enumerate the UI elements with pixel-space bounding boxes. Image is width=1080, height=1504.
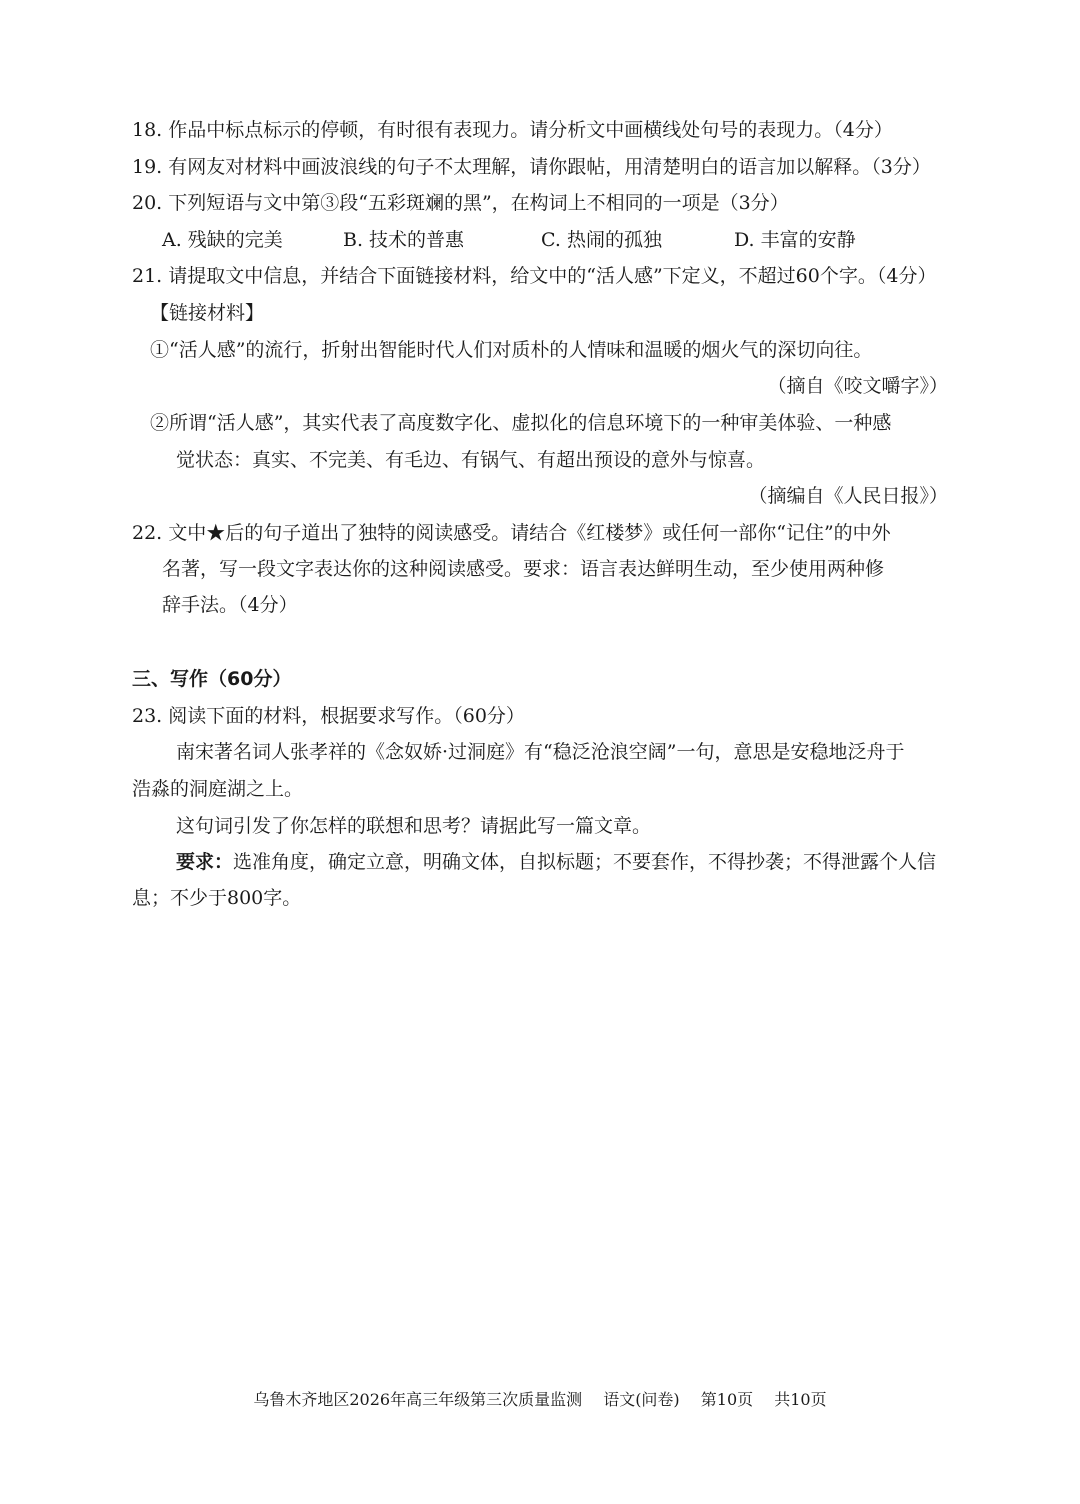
- writing-requirements-line-1: [176, 849, 936, 875]
- question-22-line-1: 22. 文中★后的句子道出了独特的阅读感受。请结合《红楼梦》或任何一部你“记住”的中外: [132, 522, 891, 544]
- link-material-1: ①“活人感”的流行，折射出智能时代人们对质朴的人情味和温暖的烟火气的深切向往。: [150, 339, 873, 361]
- link-material-1-source: （摘自《咬文嚼字》）: [767, 375, 948, 397]
- question-22-line-2: 名著，写一段文字表达你的这种阅读感受。要求：语言表达鲜明生动，至少使用两种修: [162, 558, 885, 580]
- link-material-header: 【链接材料】: [150, 302, 265, 324]
- question-20-options: [162, 227, 942, 253]
- writing-requirements-line-2: 息；不少于800字。: [132, 887, 302, 909]
- question-22-line-3: 辞手法。（4分）: [162, 594, 298, 616]
- footer-exam-title: 乌鲁木齐地区2026年高三年级第三次质量监测: [253, 1390, 583, 1409]
- requirements-text: 选准角度，确定立意，明确文体，自拟标题；不要套作，不得抄袭；不得泄露个人信: [233, 851, 937, 873]
- option-c: C. 热闹的孤独: [541, 229, 662, 251]
- material-line-2: 浩淼的洞庭湖之上。: [132, 778, 304, 800]
- writing-prompt: 这句词引发了你怎样的联想和思考？请据此写一篇文章。: [176, 815, 652, 837]
- requirements-label: 要求：: [176, 851, 234, 873]
- link-material-2-line-1: ②所谓“活人感”，其实代表了高度数字化、虚拟化的信息环境下的一种审美体验、一种感: [150, 412, 892, 434]
- option-a: A. 残缺的完美: [162, 229, 283, 251]
- link-material-2-source: （摘编自《人民日报》）: [748, 485, 948, 507]
- link-material-2-line-2: 觉状态：真实、不完美、有毛边、有锅气、有超出预设的意外与惊喜。: [176, 449, 766, 471]
- question-21: 21. 请提取文中信息，并结合下面链接材料，给文中的“活人感”下定义，不超过60个字。（4分）: [132, 265, 937, 287]
- footer-total-pages: 共10页: [774, 1390, 827, 1409]
- question-18: 18. 作品中标点标示的停顿，有时很有表现力。请分析文中画横线处句号的表现力。（4分）: [132, 119, 893, 141]
- section-writing-title: 三、写作（60分）: [132, 668, 292, 690]
- option-d: D. 丰富的安静: [734, 229, 856, 251]
- question-23: 23. 阅读下面的材料，根据要求写作。（60分）: [132, 705, 525, 727]
- material-line-1: 南宋著名词人张孝祥的《念奴娇·过洞庭》有“稳泛沧浪空阔”一句，意思是安稳地泛舟于: [176, 741, 905, 763]
- page-footer: [0, 1389, 1080, 1411]
- footer-subject: 语文(问卷): [603, 1390, 680, 1409]
- question-19: 19. 有网友对材料中画波浪线的句子不太理解，请你跟帖，用清楚明白的语言加以解释。（3分）: [132, 156, 931, 178]
- footer-page-number: 第10页: [700, 1390, 754, 1409]
- option-b: B. 技术的普惠: [343, 229, 465, 251]
- question-20: 20. 下列短语与文中第③段“五彩斑斓的黑”，在构词上不相同的一项是（3分）: [132, 192, 789, 214]
